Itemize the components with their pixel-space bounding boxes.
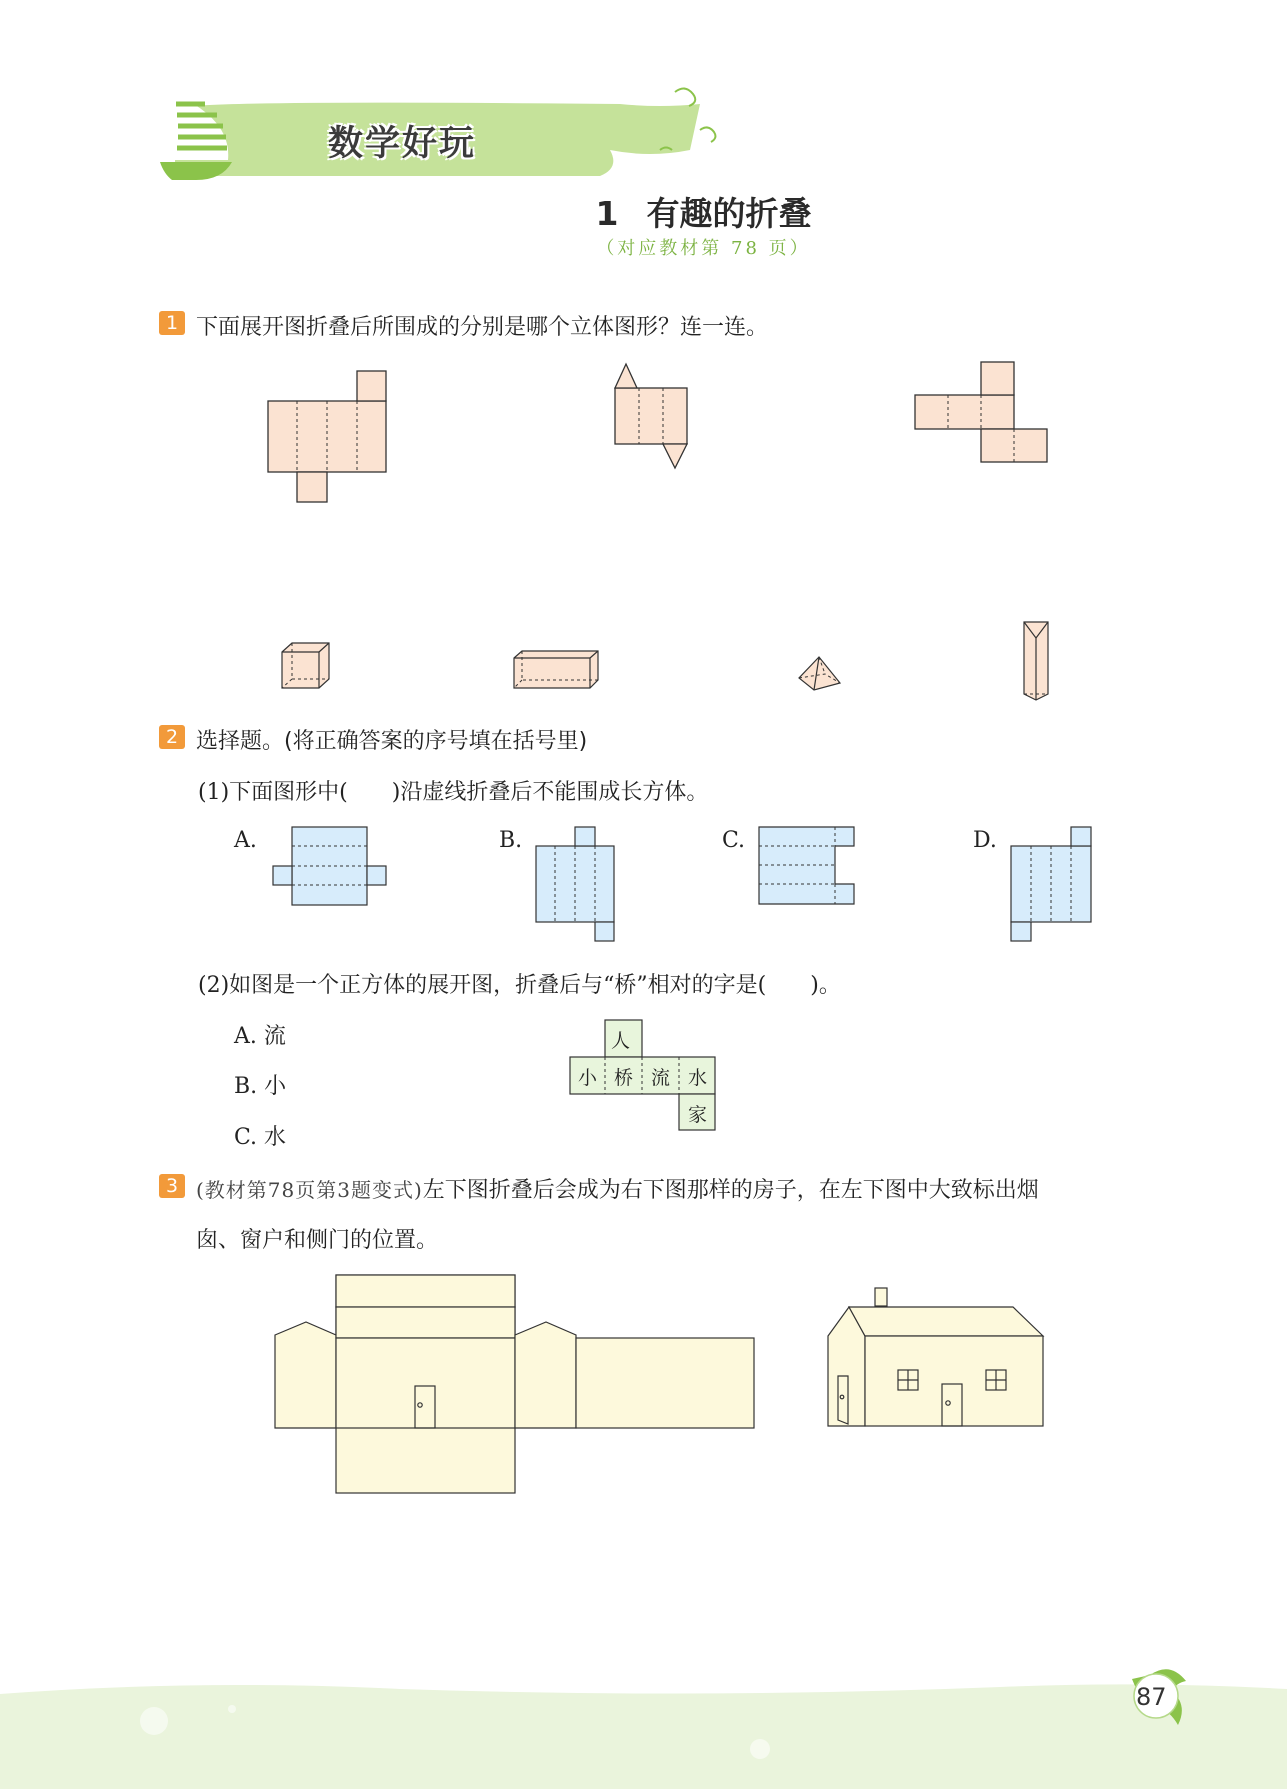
net-char-jia: 家 xyxy=(688,1104,708,1126)
question-2-part-2: (2)如图是一个正方体的展开图，折叠后与“桥”相对的字是( )。 xyxy=(198,973,841,998)
net-char-liu: 流 xyxy=(651,1067,671,1089)
option-a-net xyxy=(272,826,392,916)
q1-solid-cuboid xyxy=(512,650,612,700)
q1-solid-pyramid xyxy=(797,656,847,696)
option-a-label: A. xyxy=(234,828,257,853)
question-2-text: 选择题。(将正确答案的序号填在括号里) xyxy=(196,729,588,754)
question-3-text-2: 囱、窗户和侧门的位置。 xyxy=(196,1228,439,1253)
question-2-part-1: (1)下面图形中( )沿虚线折叠后不能围成长方体。 xyxy=(198,780,709,805)
option-c-label: C. xyxy=(722,828,746,853)
q1-net-1 xyxy=(268,370,408,510)
option-d-label: D. xyxy=(973,828,997,853)
question-3-text-1: 左下图折叠后会成为右下图那样的房子，在左下图中大致标出烟 xyxy=(422,1178,1039,1203)
footer-background xyxy=(0,1659,1287,1789)
lesson-number: 1 xyxy=(595,194,619,233)
question-number-3: 3 xyxy=(159,1174,185,1198)
net-char-qiao: 桥 xyxy=(614,1067,634,1089)
q1-net-3 xyxy=(914,360,1054,470)
lesson-title xyxy=(0,188,1287,235)
house-net-body xyxy=(274,1273,754,1443)
net-char-shui: 水 xyxy=(688,1067,708,1089)
house-3d xyxy=(826,1284,1056,1434)
question-3-reference: (教材第78页第3题变式) xyxy=(196,1178,423,1202)
question-3-line-1 xyxy=(196,1173,1039,1204)
question-number-2: 2 xyxy=(159,725,185,749)
banner-title: 数学好玩 xyxy=(328,124,477,164)
lesson-title-text: 有趣的折叠 xyxy=(646,194,812,233)
net-char-xiao: 小 xyxy=(578,1067,598,1089)
banner-graphic xyxy=(0,0,1287,200)
option-b-label: B. xyxy=(499,828,523,853)
option-c-net xyxy=(758,826,868,916)
part2-option-a: A. 流 xyxy=(234,1024,286,1049)
part2-option-c: C. 水 xyxy=(234,1125,287,1150)
question-number-1: 1 xyxy=(159,311,185,335)
option-b-net xyxy=(535,826,625,946)
q1-net-2 xyxy=(614,364,704,474)
question-1-text: 下面展开图折叠后所围成的分别是哪个立体图形？连一连。 xyxy=(196,315,769,340)
part2-option-b: B. 小 xyxy=(234,1074,287,1099)
page-number: 87 xyxy=(1136,1683,1167,1711)
textbook-reference: （对应教材第 78 页） xyxy=(596,238,811,259)
q1-solid-cube xyxy=(280,640,340,700)
q1-solid-prism xyxy=(1022,620,1062,710)
option-d-net xyxy=(1010,826,1110,946)
net-char-ren: 人 xyxy=(611,1030,631,1052)
